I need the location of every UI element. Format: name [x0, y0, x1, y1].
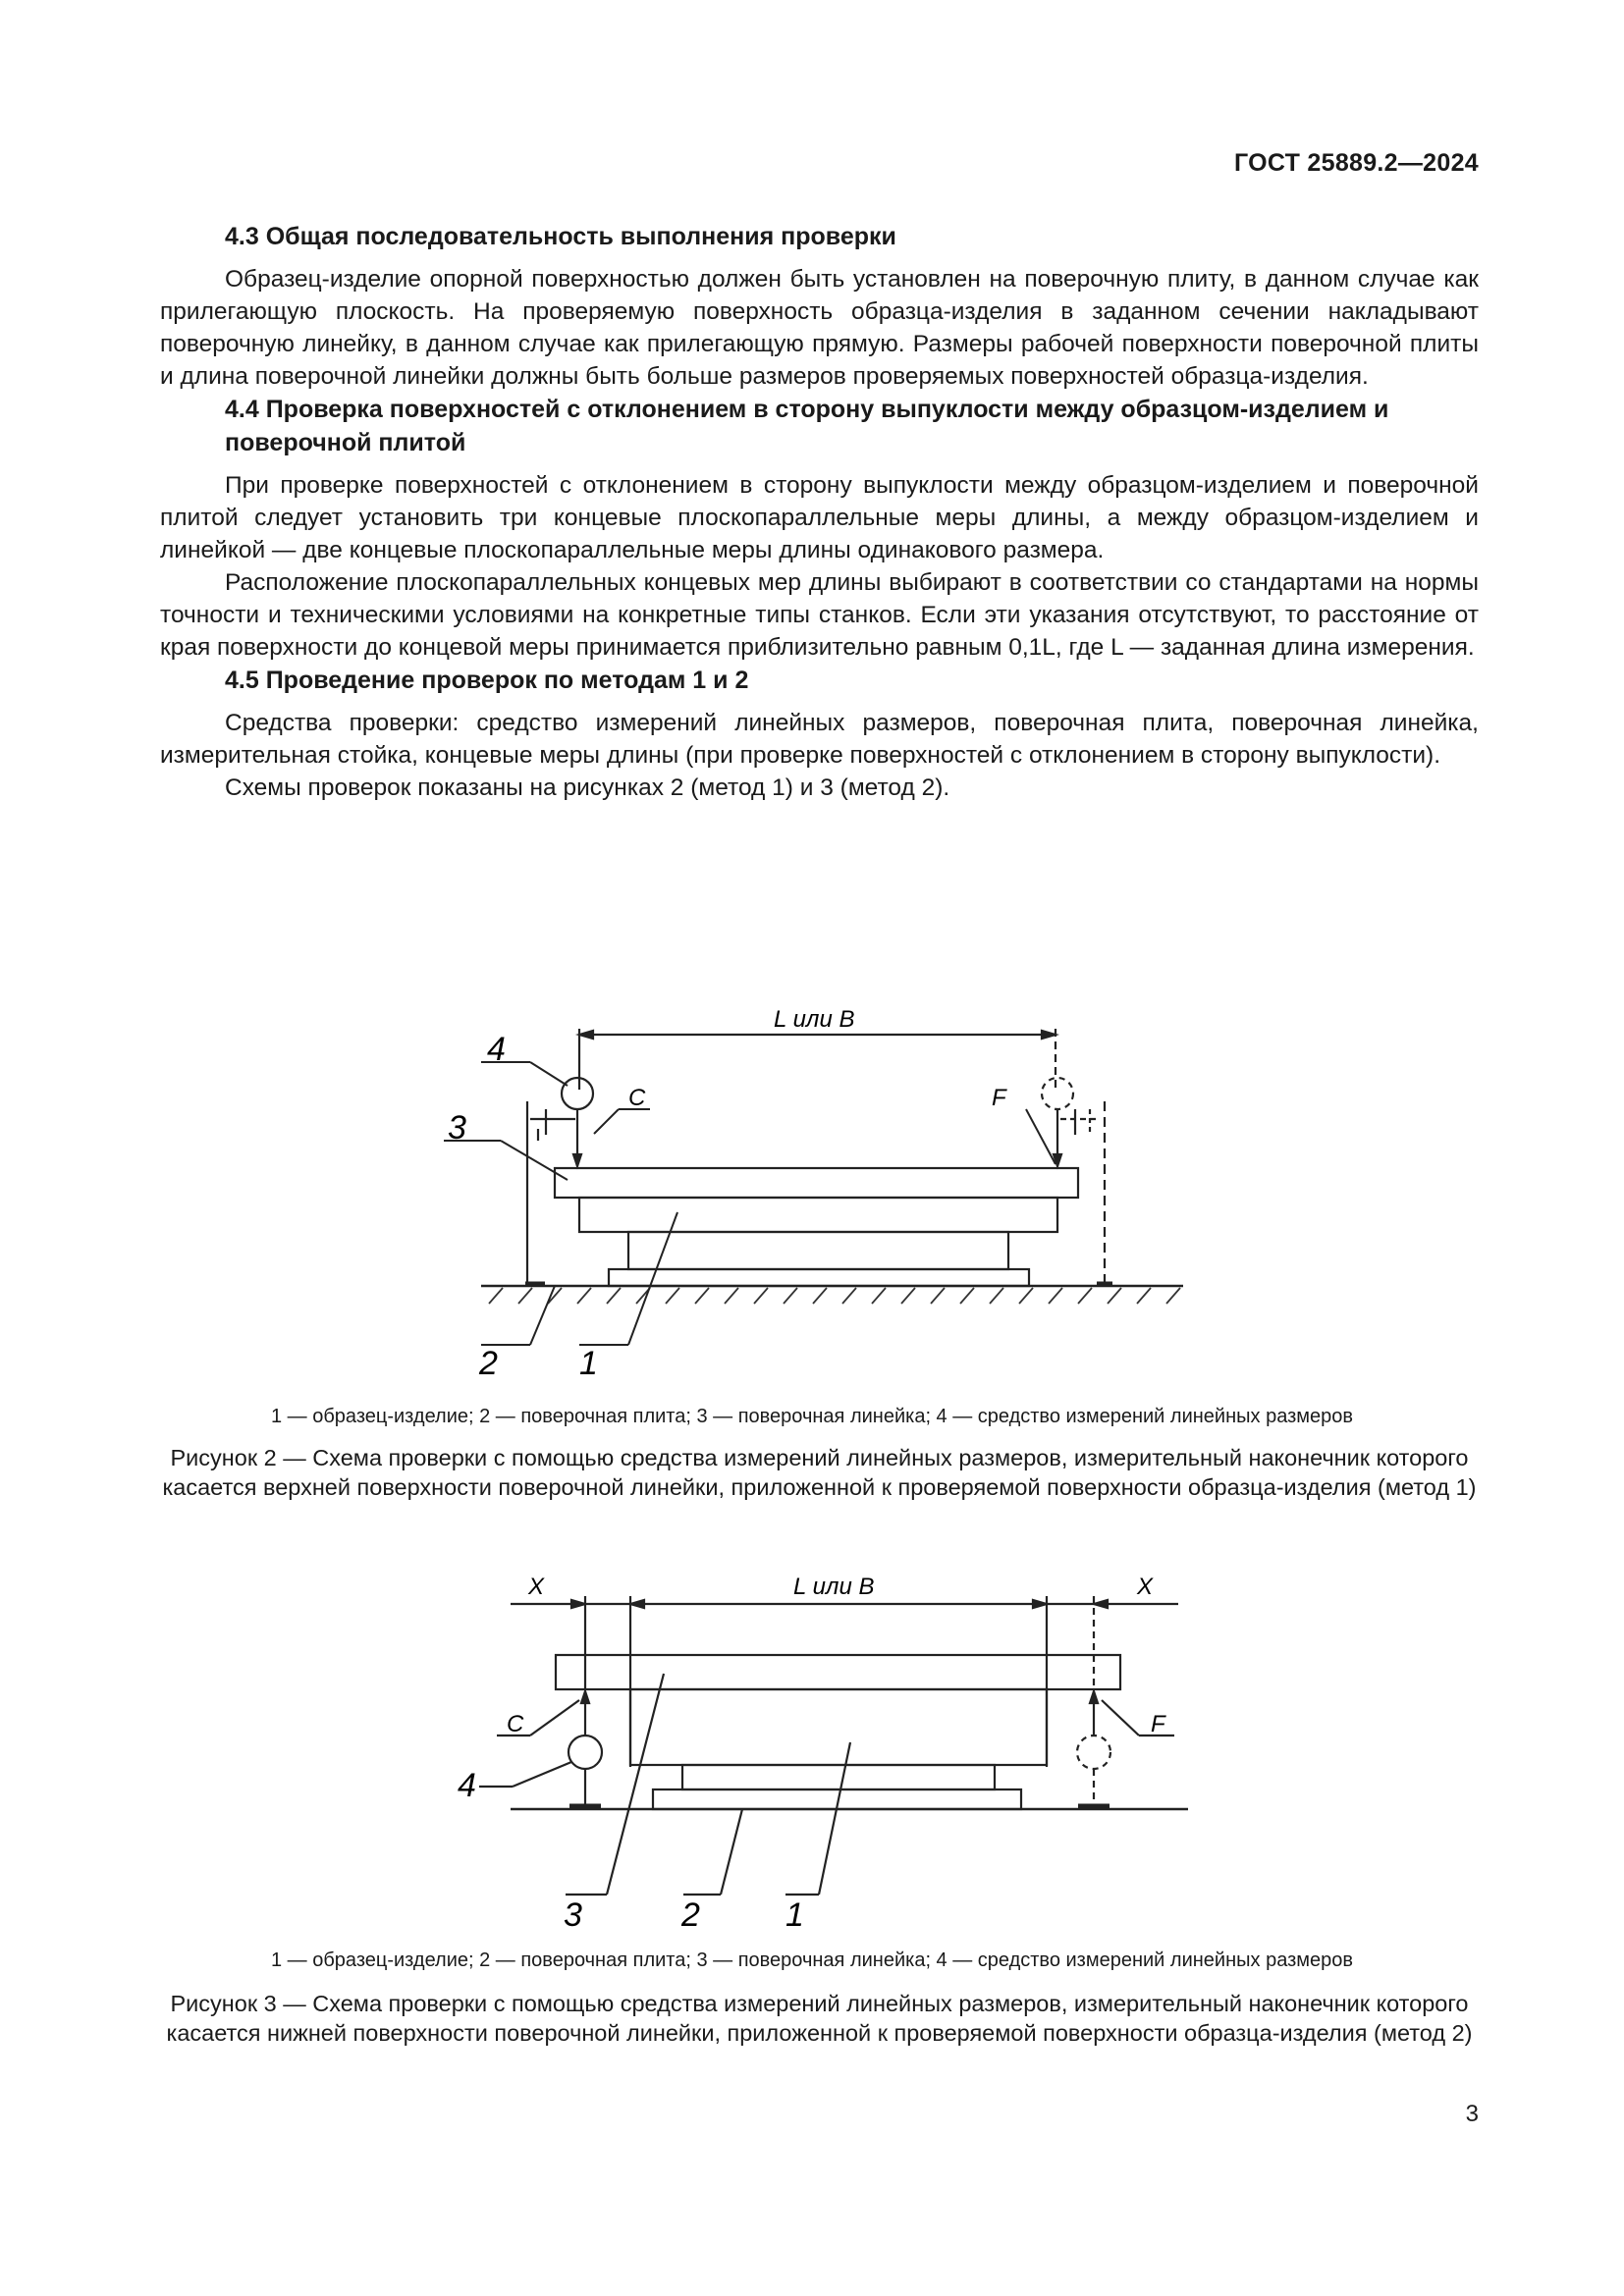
gauge-right-icon	[1042, 1078, 1073, 1109]
label-dimension: L или B	[774, 1006, 855, 1033]
gauge-right-icon	[1077, 1735, 1110, 1769]
paragraph: При проверке поверхностей с отклонением в сторону выпуклости между образцом-изделием и поверочной плитой следует установить три концевые плоскопараллельные меры длины, а между образцом-изделием и линейкой — две концевые плоскопараллельные меры длины одинакового размера.	[160, 472, 1479, 563]
label-point-c: C	[628, 1085, 646, 1111]
label-point-f: F	[992, 1085, 1006, 1111]
workpiece	[630, 1689, 1047, 1765]
gauge-left-icon	[568, 1735, 602, 1769]
straight-edge	[555, 1168, 1078, 1198]
paragraph: Образец-изделие опорной поверхностью должен быть установлен на поверочную плиту, в данном случае как прилегающую плоскость. На проверяемую поверхность образца-изделия в заданном сечении накладывают поверочную линейку, в данном случае как прилегающую прямую. Размеры рабочей поверхности поверочной плиты и длина поверочной линейки должны быть больше размеров проверяемых поверхностей образца-изделия.	[160, 266, 1479, 390]
ground-hatch	[489, 1288, 1180, 1304]
figure-2-diagram	[0, 991, 1624, 1404]
label-point-f: F	[1151, 1711, 1165, 1737]
label-x-left: X	[528, 1574, 545, 1600]
surface-plate	[609, 1269, 1029, 1286]
label-pos2: 2	[479, 1345, 498, 1382]
label-pos1: 1	[785, 1896, 804, 1934]
document-body	[160, 220, 1479, 804]
figure-2-legend: 1 — образец-изделие; 2 — поверочная плита; 3 — поверочная линейка; 4 — средство измерений линейных размеров	[270, 1406, 1354, 1427]
figure-3-caption: Рисунок 3 — Схема проверки с помощью средства измерений линейных размеров, измерительный наконечник которого касается нижней поверхности поверочной линейки, приложенной к проверяемой поверхности образца-изделия (метод 2)	[166, 1991, 1473, 2046]
figure-2-caption: Рисунок 2 — Схема проверки с помощью средства измерений линейных размеров, измерительный наконечник которого касается верхней поверхности поверочной линейки, приложенной к проверяемой поверхности образца-изделия (метод 1)	[162, 1445, 1477, 1500]
label-pos3: 3	[448, 1109, 466, 1147]
section-heading-4-5: 4.5 Проведение проверок по методам 1 и 2	[225, 667, 749, 694]
page-number: 3	[1465, 2101, 1479, 2127]
section-heading-4-4: 4.4 Проверка поверхностей с отклонением в сторону выпуклости между образцом-изделием и поверочной плитой	[225, 396, 1389, 456]
label-dimension: L или B	[793, 1574, 875, 1600]
document-code: ГОСТ 25889.2—2024	[1233, 149, 1479, 177]
label-point-c: C	[507, 1711, 524, 1737]
paragraph: Схемы проверок показаны на рисунках 2 (метод 1) и 3 (метод 2).	[225, 774, 950, 801]
figure-3-diagram	[0, 1561, 1624, 1944]
paragraph: Средства проверки: средство измерений линейных размеров, поверочная плита, поверочная линейка, измерительная стойка, концевые меры длины (при проверке поверхностей с отклонением в сторону выпуклости).	[160, 710, 1479, 769]
label-pos3: 3	[564, 1896, 582, 1934]
gauge-left-icon	[562, 1078, 593, 1109]
label-pos4: 4	[487, 1031, 506, 1068]
figure-3-legend: 1 — образец-изделие; 2 — поверочная плита; 3 — поверочная линейка; 4 — средство измерений линейных размеров	[270, 1949, 1354, 1971]
label-pos1: 1	[579, 1345, 598, 1382]
paragraph: Расположение плоскопараллельных концевых мер длины выбирают в соответствии со стандартами на нормы точности и техническими условиями на конкретные типы станков. Если эти указания отсутствуют, то расстояние от края поверхности до концевой меры принимается приблизительно равным 0,1L, где L — заданная длина измерения.	[160, 569, 1479, 661]
straight-edge	[556, 1655, 1120, 1689]
label-pos4: 4	[458, 1767, 476, 1804]
figure-3-svg	[0, 1561, 1624, 1944]
label-x-right: X	[1137, 1574, 1154, 1600]
workpiece	[579, 1198, 1057, 1232]
figure-2-svg	[0, 991, 1624, 1404]
label-pos2: 2	[681, 1896, 700, 1934]
section-heading-4-3: 4.3 Общая последовательность выполнения проверки	[225, 223, 896, 250]
